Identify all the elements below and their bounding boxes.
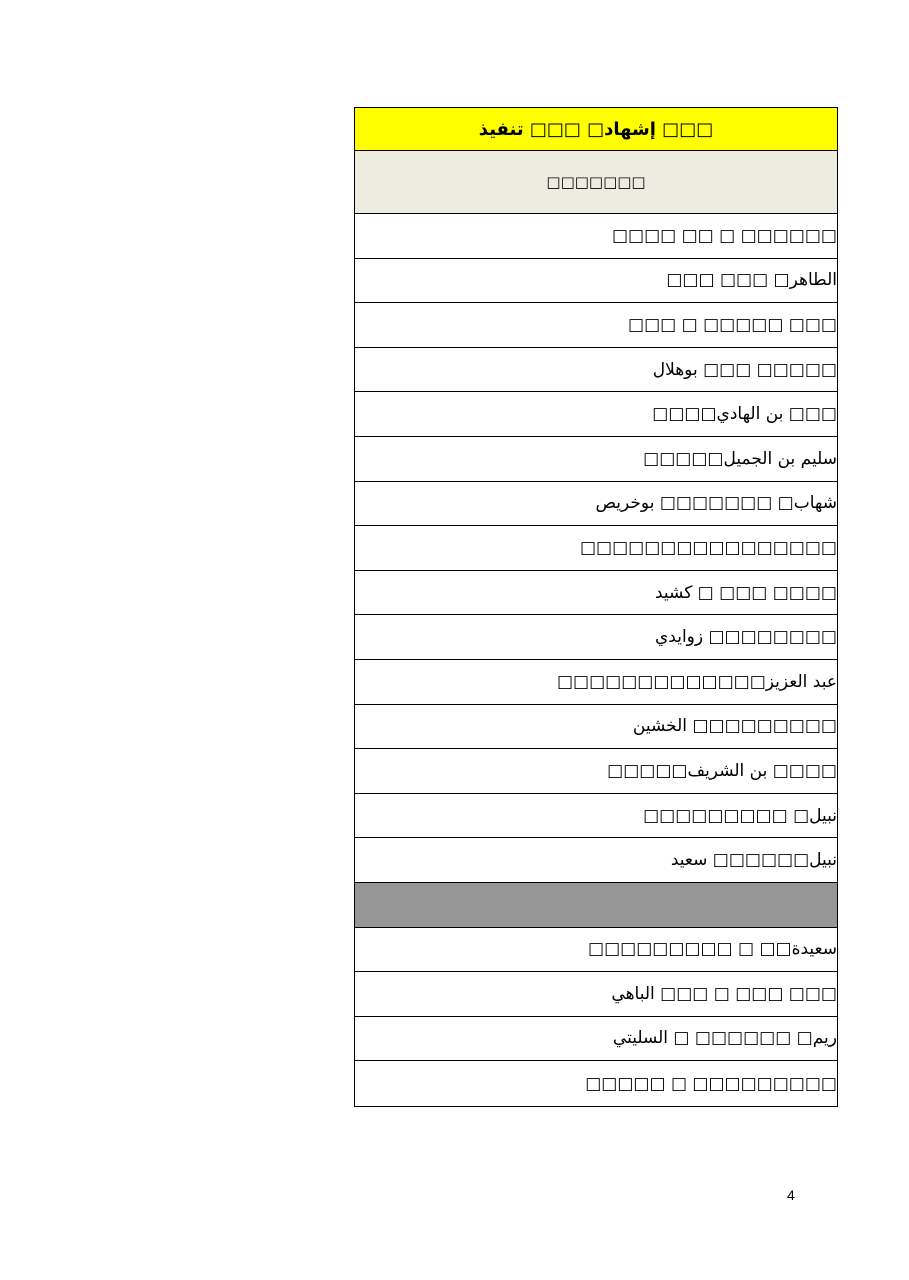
table-row: □□□□□□ □ □□ □□□□	[355, 214, 837, 259]
table-subtitle: □□□□□□□	[355, 151, 837, 214]
table-row: □□□□ بن الشريف□□□□□	[355, 749, 837, 794]
page-number: 4	[787, 1187, 795, 1203]
names-table	[354, 107, 838, 1107]
table-row: الطاهر□ □□□ □□□	[355, 259, 837, 304]
table-row: □□□ بن الهادي□□□□	[355, 392, 837, 437]
table-row: □□□ □□□□□ □ □□□	[355, 303, 837, 348]
table-row: سعيدة□□ □ □□□□□□□□□	[355, 928, 837, 973]
table-row: □□□□□□□□□□□□□□□□	[355, 526, 837, 571]
section-separator-row	[355, 883, 837, 928]
table-row: نبيل□ □□□□□□□□□	[355, 794, 837, 839]
table-row: شهاب□ □□□□□□□ بوخريص	[355, 482, 837, 527]
table-row: □□□□□□□□□ الخشين	[355, 705, 837, 750]
table-title: □□□ إشهاد□ □□□ تنفيذ	[355, 108, 837, 151]
table-row: □□□□□□□□ زوايدي	[355, 615, 837, 660]
table-row: □□□□ □□□ □ كشيد	[355, 571, 837, 616]
table-row: نبيل□□□□□□ سعيد	[355, 838, 837, 883]
table-row: □□□ □□□ □ □□□ الباهي	[355, 972, 837, 1017]
table-row: ريم□ □□□□□□ □ السليتي	[355, 1017, 837, 1062]
table-row: سليم بن الجميل□□□□□	[355, 437, 837, 482]
table-row: □□□□□□□□□ □ □□□□□	[585, 1073, 837, 1094]
table-row: □□□□□ □□□ بوهلال	[355, 348, 837, 393]
table-row: عبد العزيز□□□□□□□□□□□□□	[355, 660, 837, 705]
